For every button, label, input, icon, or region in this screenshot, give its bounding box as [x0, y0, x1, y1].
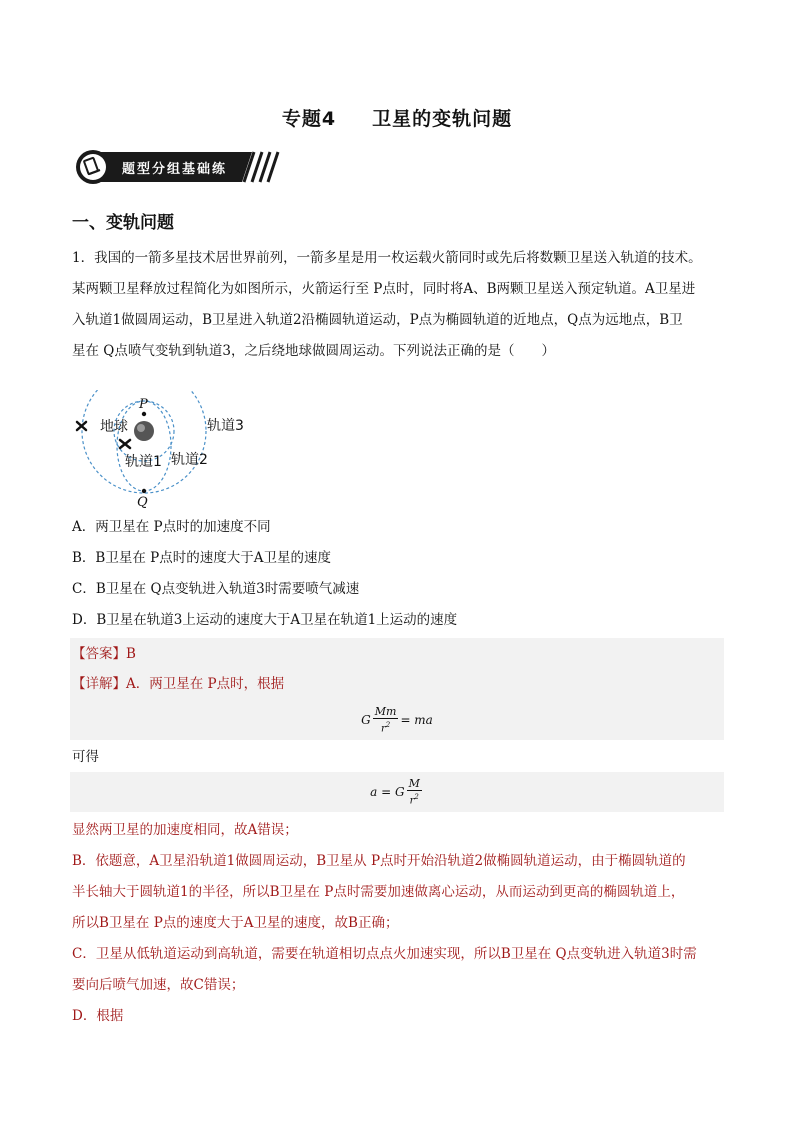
answer-value: B: [126, 646, 136, 662]
orbit-diagram: [72, 390, 252, 510]
label-orbit2: 轨道2: [171, 452, 208, 468]
question-line: 入轨道1做圆周运动，B卫星进入轨道2沿椭圆轨道运动，P点为椭圆轨道的近地点，Q点为远地点，B卫: [72, 312, 683, 328]
options: [72, 512, 732, 636]
label-orbit1: 轨道1: [125, 454, 162, 470]
label-orbit3: 轨道3: [207, 418, 244, 434]
detail-tag: 【详解】: [72, 676, 126, 692]
question-line: 星在 Q点喷气变轨到轨道3，之后绕地球做圆周运动。下列说法正确的是（ ）: [72, 343, 555, 359]
page-title: [0, 104, 794, 131]
label-earth: 地球: [100, 419, 128, 435]
detail-body: [72, 815, 732, 1032]
option-a: A．两卫星在 P点时的加速度不同: [72, 519, 271, 535]
section-heading: 一、变轨问题: [72, 213, 174, 233]
label-p: P: [139, 397, 148, 412]
answer-box: [70, 638, 724, 670]
formula-gravity: G $\frac{Mm}{r^2}$ = ma: [70, 700, 724, 740]
question-stem: [72, 243, 732, 367]
satellite-b-icon: [77, 422, 86, 430]
answer-line: [72, 639, 136, 670]
title-part2: 卫星的变轨问题: [372, 108, 513, 130]
answer-tag: 【答案】: [72, 646, 126, 662]
detail-a-conclusion: 显然两卫星的加速度相同，故A错误；: [72, 822, 298, 838]
title-part1: 专题4: [281, 108, 337, 130]
keyi-text: 可得: [72, 749, 99, 765]
point-p-dot: [142, 412, 146, 416]
detail-b-line: B．依题意，A卫星沿轨道1做圆周运动，B卫星从 P点时开始沿轨道2做椭圆轨道运动，由于椭圆轨道的: [72, 853, 686, 869]
detail-c-line: 要向后喷气加速，故C错误；: [72, 977, 245, 993]
satellite-a-icon: [120, 440, 130, 448]
point-q-dot: [142, 489, 146, 493]
detail-b-line: 所以B卫星在 P点的速度大于A卫星的速度，故B正确；: [72, 915, 399, 931]
formula-acceleration: a = G $\frac{M}{r^2}$: [70, 772, 724, 812]
earth: [134, 421, 154, 441]
option-d: D．B卫星在轨道3上运动的速度大于A卫星在轨道1上运动的速度: [72, 612, 458, 628]
detail-d-line: D．根据: [72, 1008, 124, 1024]
option-b: B．B卫星在 P点时的速度大于A卫星的速度: [72, 550, 331, 566]
detail-c-line: C．卫星从低轨道运动到高轨道，需要在轨道相切点点火加速实现，所以B卫星在 Q点变轨进入轨道3时需: [72, 946, 697, 962]
option-c: C．B卫星在 Q点变轨进入轨道3时需要喷气减速: [72, 581, 360, 597]
detail-line-1: 【详解】A．两卫星在 P点时，根据: [72, 676, 285, 692]
question-line: 某两颗卫星释放过程简化为如图所示，火箭运行至 P点时，同时将A、B两颗卫星送入预定轨道。A卫星进: [72, 281, 696, 297]
banner-text: 题型分组基础练: [122, 162, 228, 177]
detail-b-line: 半长轴大于圆轨道1的半径，所以B卫星在 P点时需要加速做离心运动，从而运动到更高的椭圆轨道上，: [72, 884, 685, 900]
question-line: 1．我国的一箭多星技术居世界前列，一箭多星是用一枚运载火箭同时或先后将数颗卫星送入轨道的技术。: [72, 250, 702, 266]
label-q: Q: [137, 495, 148, 510]
